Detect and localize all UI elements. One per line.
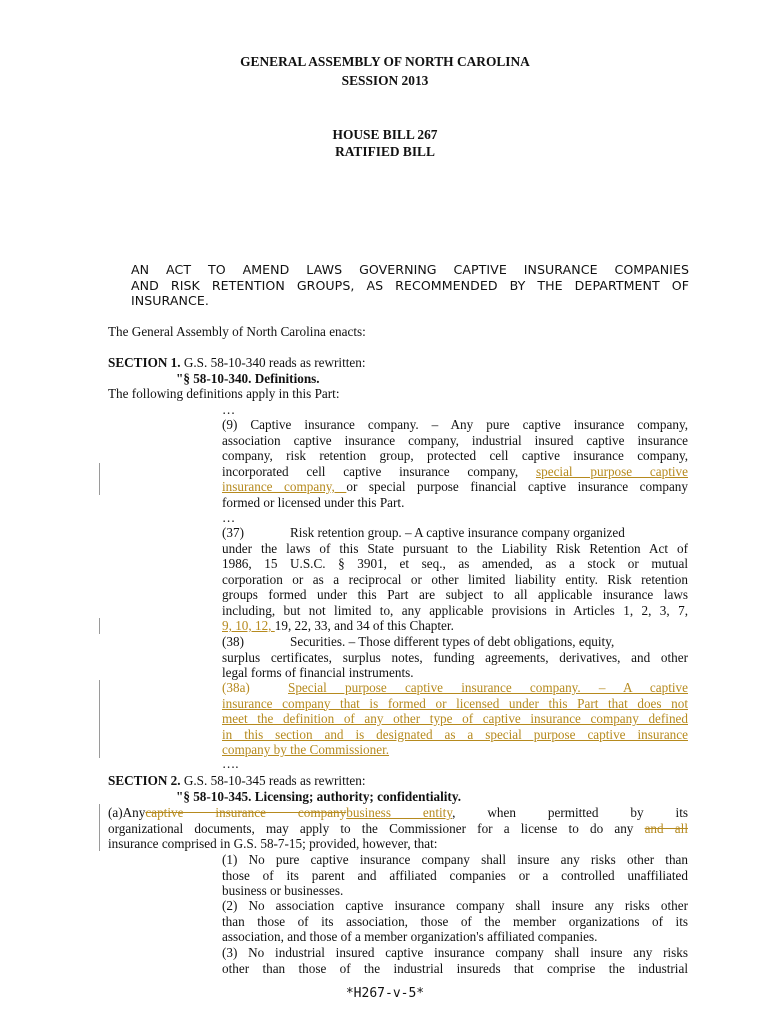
paragraph-line: other than those of the industrial insureds that comprise the industrial	[222, 960, 688, 976]
inserted-text: insurance company,	[222, 479, 347, 494]
definition-line: incorporated cell captive insurance company, special purpose captive	[222, 463, 688, 479]
section-2-text: G.S. 58-10-345 reads as rewritten:	[183, 773, 366, 788]
change-bar	[99, 680, 100, 758]
change-bar	[99, 463, 100, 495]
deleted-text: captive insurance company	[145, 805, 347, 820]
definition-line: company by the Commissioner.	[222, 742, 390, 757]
act-title	[131, 262, 689, 309]
definition-line: groups formed under this Part are subject to all applicable insurance laws	[222, 587, 688, 602]
enacting-clause: The General Assembly of North Carolina enacts:	[108, 324, 366, 339]
paragraph-line: those of its parent and affiliated companies or a controlled unaffiliated	[222, 867, 688, 883]
subsection-a	[108, 805, 688, 852]
section-1-label: SECTION 1.	[108, 355, 181, 370]
act-title-line: INSURANCE.	[131, 293, 209, 309]
subsection-line: organizational documents, may apply to the Commissioner for a license to do any and all	[108, 820, 688, 836]
paragraph-3	[222, 945, 688, 976]
definition-line: 9, 10, 12, 19, 22, 33, and 34 of this Chapter.	[222, 618, 454, 633]
section-2-label: SECTION 2.	[108, 773, 181, 788]
definition-line: meet the definition of any other type of captive insurance company defined	[222, 711, 688, 726]
paragraph-line: (2) No association captive insurance company shall insure any risks other	[222, 898, 688, 913]
definition-line: insurance company, or special purpose financial captive insurance company	[222, 479, 688, 494]
paragraph-2	[222, 898, 688, 945]
paragraph-1	[222, 852, 688, 899]
page-footer-code: *H267-v-5*	[345, 986, 425, 1001]
bill-status: RATIFIED BILL	[335, 144, 435, 159]
change-bar	[99, 618, 100, 634]
definition-line: (9) Captive insurance company. – Any pure captive insurance company,	[222, 417, 688, 432]
inserted-text: business entity	[346, 805, 453, 820]
definition-37	[222, 525, 688, 634]
subsection-line: (a)Anycaptive insurance companybusiness entity, when permitted by its	[108, 805, 689, 820]
session-heading: SESSION 2013	[341, 73, 429, 88]
change-bar	[99, 804, 100, 851]
subsection-line: insurance comprised in G.S. 58-7-15; provided, however, that:	[108, 836, 438, 851]
definition-line: (38a) Special purpose captive insurance company. – A captive	[222, 680, 688, 695]
assembly-heading: GENERAL ASSEMBLY OF NORTH CAROLINA	[240, 54, 530, 69]
definition-line: including, but not limited to, any applicable provisions in Articles 1, 2, 3, 7,	[222, 602, 688, 618]
definition-line: company, risk retention group, protected cell captive insurance company,	[222, 448, 688, 463]
section-1-intro	[108, 355, 366, 371]
section-2-heading: "§ 58-10-345. Licensing; authority; confidentiality.	[176, 789, 461, 804]
definition-line: (38) Securities. – Those different types of debt obligations, equity,	[222, 634, 615, 649]
paragraph-line: than those of its association, those of the member organizations of its	[222, 913, 688, 929]
definition-line: in this section and is designated as a special purpose captive insurance	[222, 726, 688, 742]
definition-line: legal forms of financial instruments.	[222, 665, 414, 680]
paragraph-line: (1) No pure captive insurance company shall insure any risks other than	[222, 852, 688, 867]
ellipsis: …	[222, 402, 236, 417]
section-1-heading: "§ 58-10-340. Definitions.	[176, 371, 320, 386]
bill-number: HOUSE BILL 267	[332, 127, 438, 142]
deleted-text: and all	[644, 820, 688, 836]
definition-line: association captive insurance company, industrial insured captive insurance	[222, 432, 688, 448]
definition-38a	[222, 680, 688, 758]
definition-line: 1986, 15 U.S.C. § 3901, et seq., as amended, as a stock or mutual	[222, 556, 688, 571]
section-1-end: ….	[222, 756, 239, 771]
inserted-text: special purpose captive	[535, 463, 688, 479]
definition-line: surplus certificates, surplus notes, funding agreements, derivatives, and other	[222, 649, 688, 665]
definition-line: formed or licensed under this Part.	[222, 494, 405, 510]
paragraph-line: business or businesses.	[222, 883, 344, 898]
definition-line: corporation or as a reciprocal or other limited liability entity. Risk retention	[222, 571, 688, 587]
act-title-line: AND RISK RETENTION GROUPS, AS RECOMMENDED BY THE DEPARTMENT OF	[131, 277, 689, 293]
definition-line: insurance company that is formed or licensed under this Part that does not	[222, 695, 688, 711]
section-1-text: G.S. 58-10-340 reads as rewritten:	[183, 355, 366, 370]
ellipsis: …	[222, 510, 236, 525]
definition-line: (37) Risk retention group. – A captive insurance company organized	[222, 525, 625, 540]
definition-line: under the laws of this State pursuant to the Liability Risk Retention Act of	[222, 540, 688, 556]
inserted-text: 9, 10, 12,	[222, 618, 275, 633]
definitions-intro: The following definitions apply in this Part:	[108, 386, 340, 401]
section-2-intro	[108, 773, 366, 789]
definition-38	[222, 634, 688, 681]
definition-9	[222, 417, 688, 510]
paragraph-line: association, and those of a member organization's affiliated companies.	[222, 929, 598, 944]
act-title-line: AN ACT TO AMEND LAWS GOVERNING CAPTIVE INSURANCE COMPANIES	[131, 262, 689, 277]
paragraph-line: (3) No industrial insured captive insurance company shall insure any risks	[222, 945, 688, 960]
